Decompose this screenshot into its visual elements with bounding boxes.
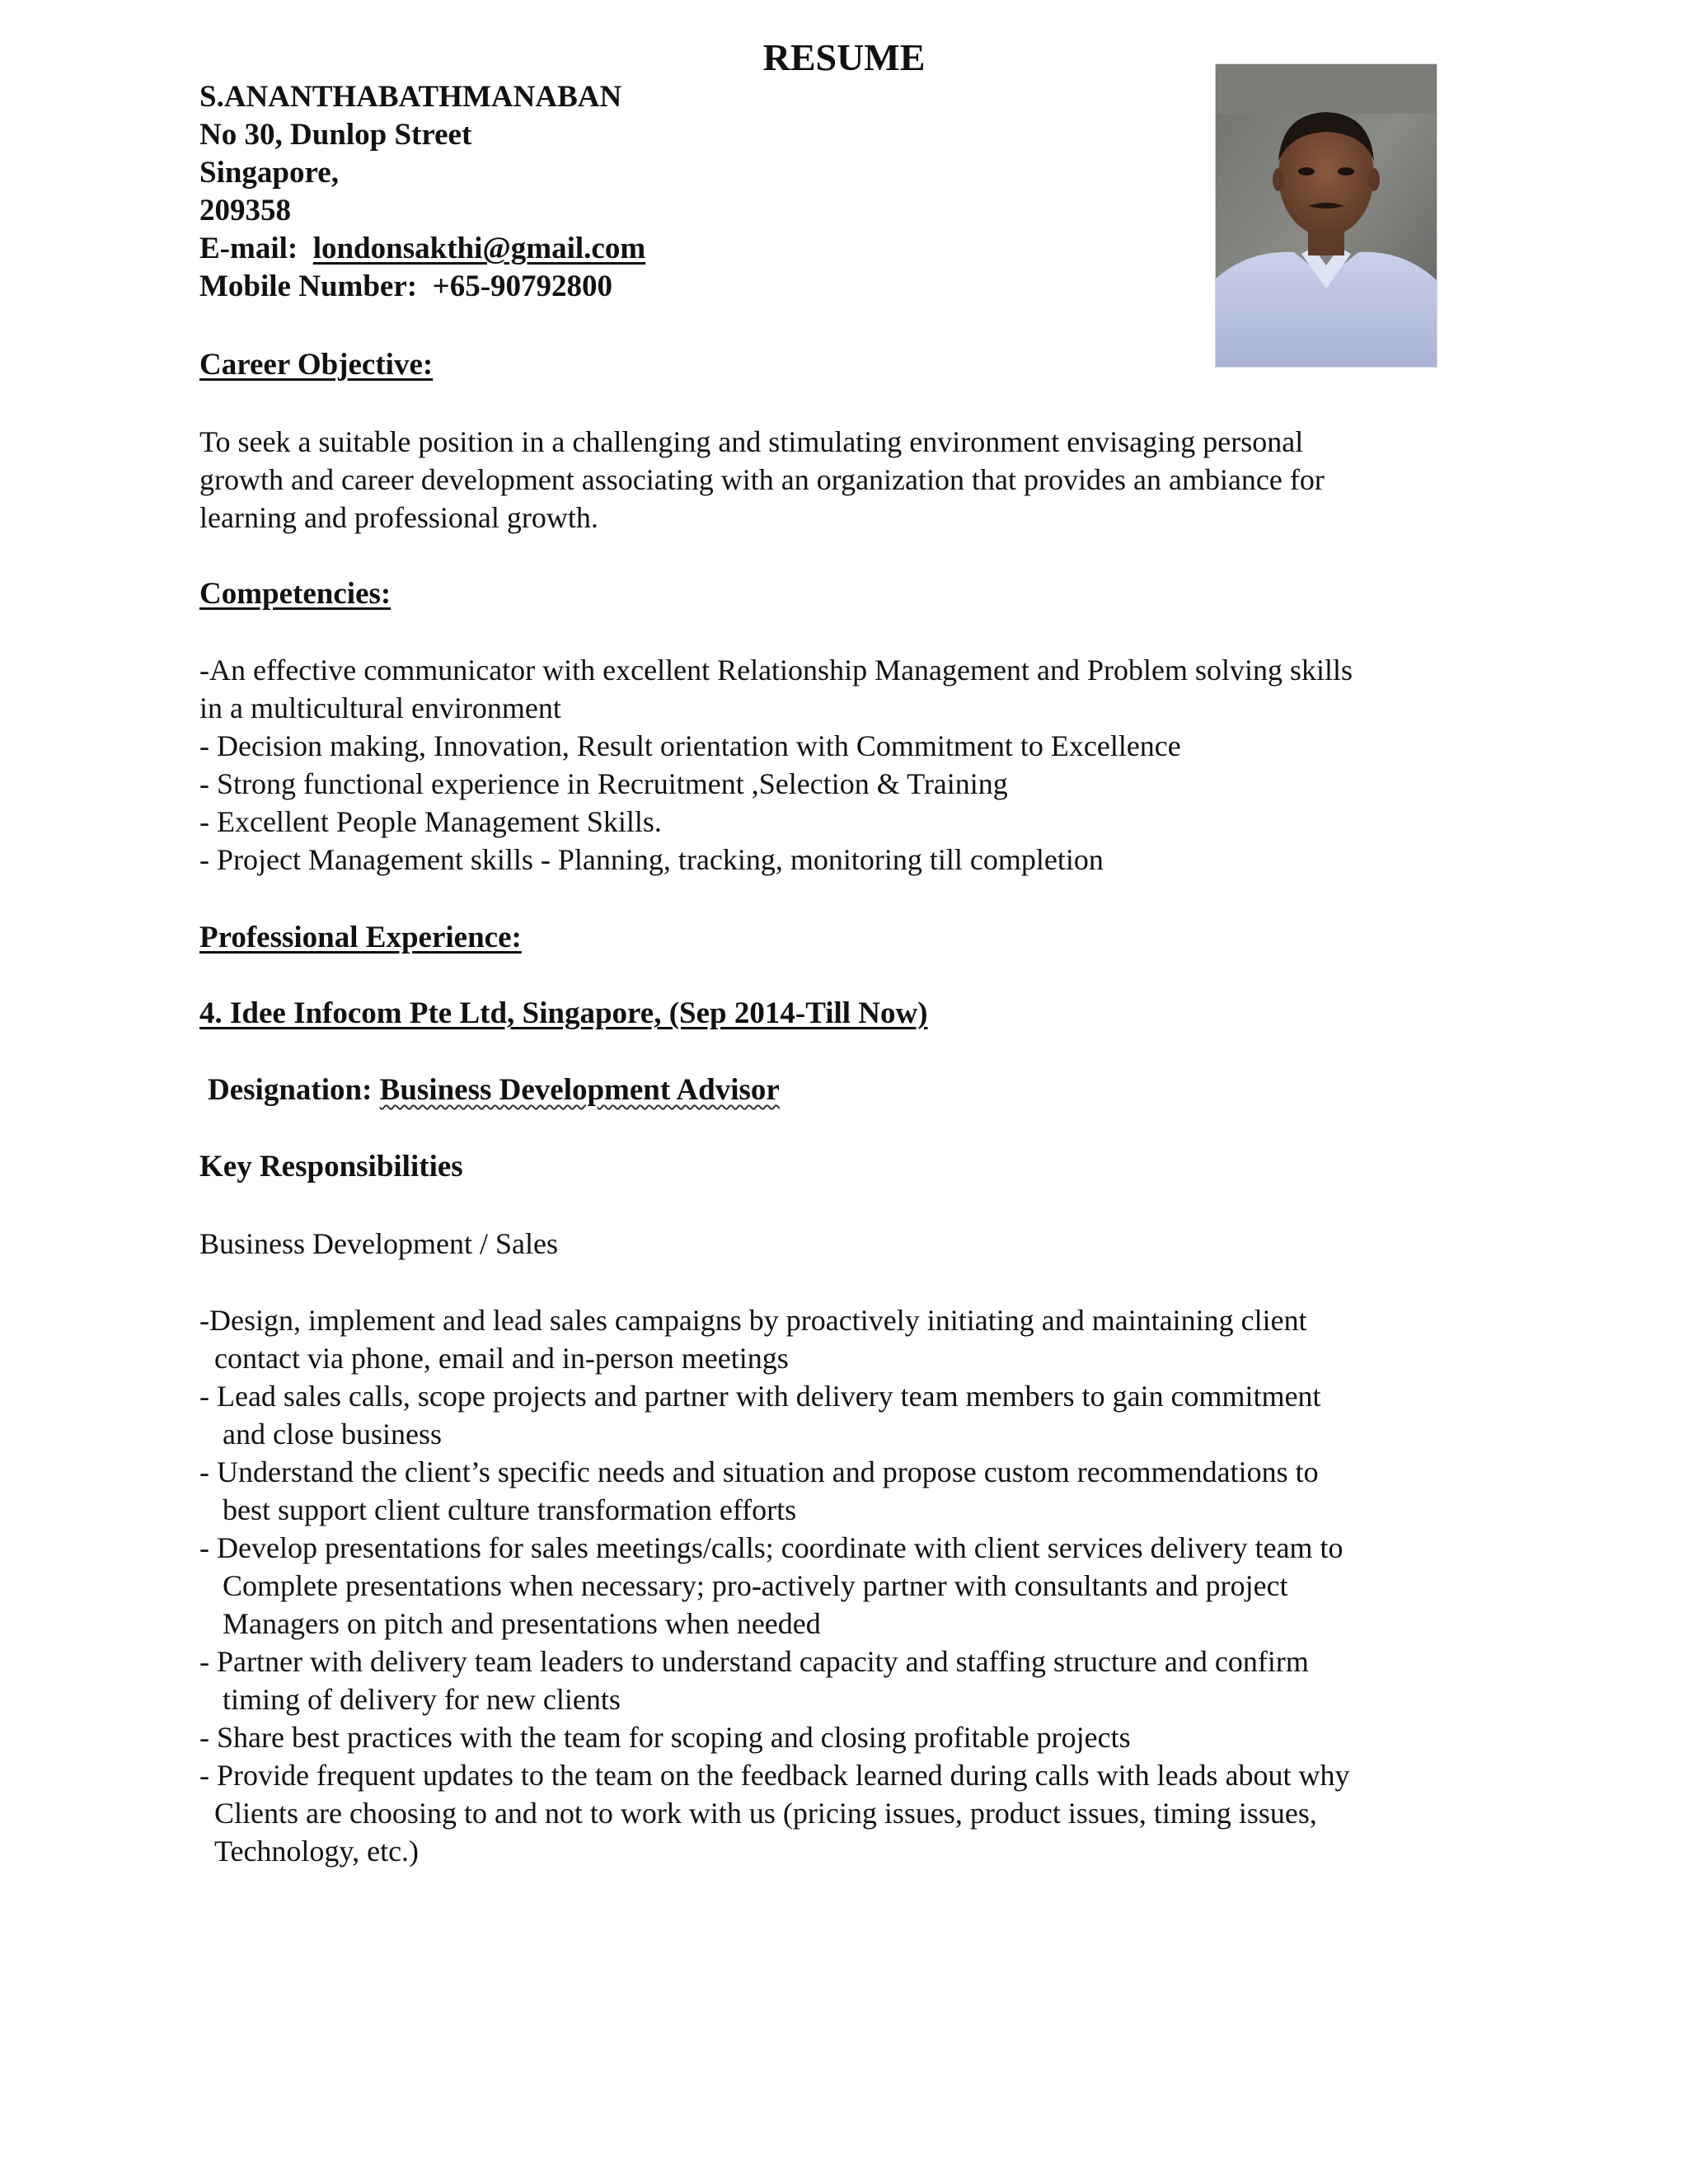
company-heading: 4. Idee Infocom Pte Ltd, Singapore, (Sep 2014-Till Now) <box>199 996 928 1030</box>
competencies-list <box>199 651 1353 879</box>
responsibility-line: Complete presentations when necessary; pro-actively partner with consultants and project <box>223 1569 1288 1602</box>
responsibility-line: Clients are choosing to and not to work with us (pricing issues, product issues, timing issues, <box>214 1797 1317 1830</box>
objective-line: growth and career development associating with an organization that provides an ambiance for <box>199 463 1325 496</box>
responsibility-line: and close business <box>223 1418 442 1451</box>
responsibility-line: Managers on pitch and presentations when needed <box>223 1607 821 1640</box>
responsibility-line: -Design, implement and lead sales campaigns by proactively initiating and maintaining client <box>199 1304 1307 1337</box>
professional-experience-heading: Professional Experience: <box>199 921 522 954</box>
competency-item: - Decision making, Innovation, Result orientation with Commitment to Excellence <box>199 729 1181 762</box>
address-line-2: Singapore, <box>199 156 339 190</box>
career-objective-text <box>199 423 1325 537</box>
objective-line: learning and professional growth. <box>199 501 598 534</box>
competency-item: - Strong functional experience in Recruitment ,Selection & Training <box>199 767 1008 800</box>
responsibility-line: - Share best practices with the team for scoping and closing profitable projects <box>199 1721 1131 1754</box>
email-link[interactable]: londonsakthi@gmail.com <box>312 232 646 265</box>
responsibility-line: timing of delivery for new clients <box>223 1683 621 1716</box>
competency-item: - Excellent People Management Skills. <box>199 805 662 838</box>
mobile-row <box>199 268 645 306</box>
email-label: E-mail: <box>199 232 298 265</box>
mobile-label: Mobile Number: <box>199 269 418 303</box>
key-responsibilities-heading: Key Responsibilities <box>199 1150 463 1183</box>
responsibility-line: best support client culture transformation efforts <box>223 1493 797 1526</box>
profile-photo <box>1215 63 1437 368</box>
candidate-name: S.ANANTHABATHMANABAN <box>199 80 622 114</box>
competency-item: - Project Management skills - Planning, tracking, monitoring till completion <box>199 843 1104 876</box>
designation-label: Designation: <box>208 1073 373 1107</box>
address-line-1: No 30, Dunlop Street <box>199 118 472 152</box>
responsibility-line: Technology, etc.) <box>214 1835 420 1868</box>
contact-block <box>199 78 645 306</box>
responsibility-line: - Partner with delivery team leaders to understand capacity and staffing structure and confirm <box>199 1645 1309 1678</box>
responsibility-line: - Provide frequent updates to the team on the feedback learned during calls with leads about why <box>199 1759 1350 1792</box>
designation-value: Business Development Advisor <box>379 1073 780 1107</box>
designation-row <box>208 1071 780 1109</box>
responsibility-line: - Understand the client’s specific needs and situation and propose custom recommendations to <box>199 1455 1319 1488</box>
postal-code: 209358 <box>199 194 291 227</box>
resume-title: RESUME <box>762 36 926 78</box>
competency-item: in a multicultural environment <box>199 691 561 724</box>
objective-line: To seek a suitable position in a challenging and stimulating environment envisaging personal <box>199 425 1304 458</box>
competencies-heading: Competencies: <box>199 577 392 611</box>
responsibility-line: - Develop presentations for sales meetings/calls; coordinate with client services delivery team to <box>199 1531 1343 1564</box>
career-objective-heading: Career Objective: <box>199 348 434 382</box>
responsibility-area: Business Development / Sales <box>199 1227 558 1260</box>
email-row <box>199 230 645 268</box>
mobile-number: +65-90792800 <box>432 269 613 303</box>
responsibility-line: contact via phone, email and in-person meetings <box>214 1342 789 1375</box>
competency-item: -An effective communicator with excellent Relationship Management and Problem solving skills <box>199 654 1353 687</box>
responsibilities-list <box>199 1301 1350 1870</box>
responsibility-line: - Lead sales calls, scope projects and partner with delivery team members to gain commitment <box>199 1380 1321 1413</box>
